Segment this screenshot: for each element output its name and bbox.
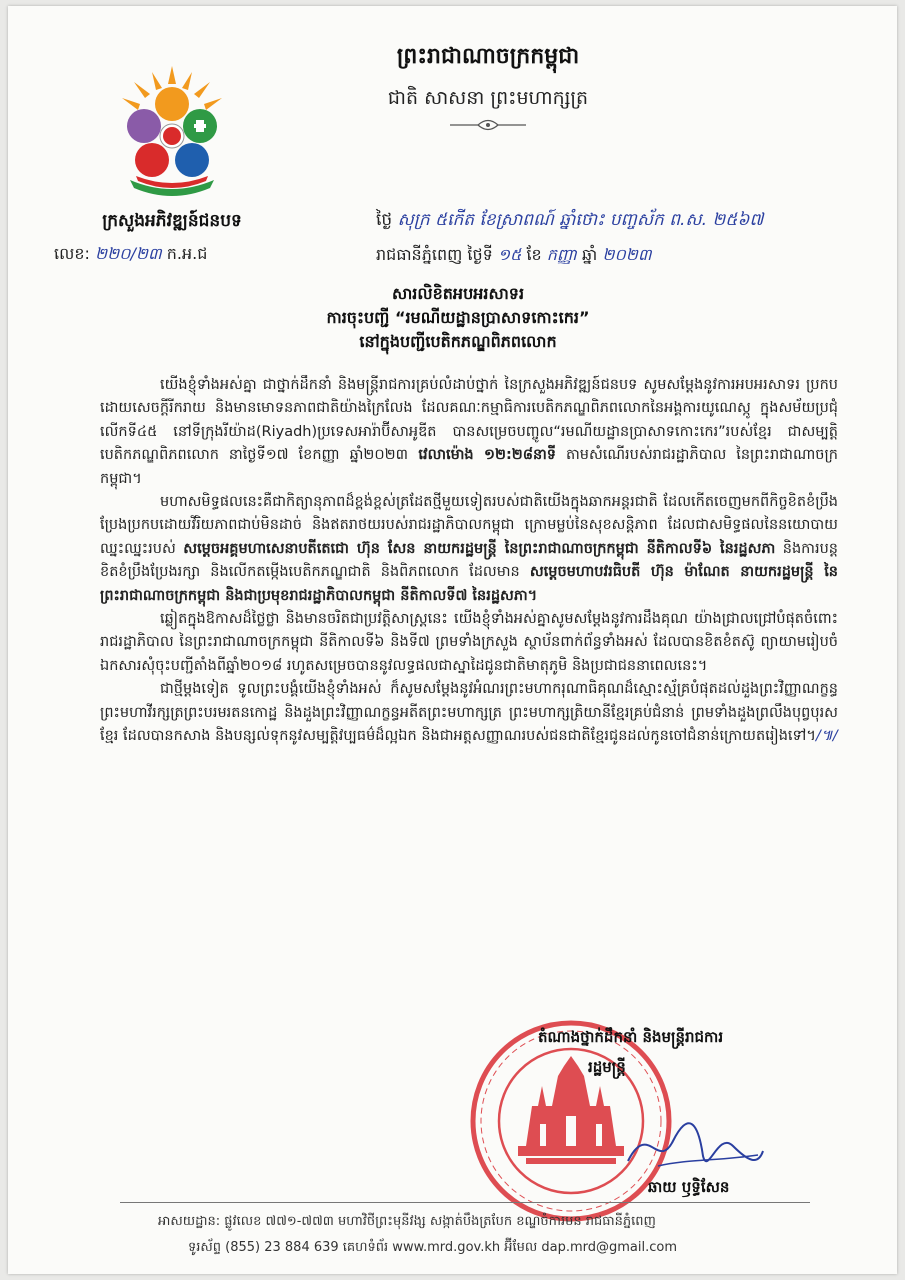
letter-subject: ការចុះបញ្ជី “រមណីយដ្ឋានប្រាសាទកោះកេរ” <box>326 308 590 327</box>
lunar-date-prefix: ថ្ងៃ <box>376 210 393 230</box>
paragraph-4-text: ជាថ្មីម្តងទៀត ទូលព្រះបង្គំយើងខ្ញុំទាំងអស់ ក៏សូមសម្តែងនូវអំណរព្រះមហាករុណាធិគុណដ៏ស្មោះស្ម័គ្របំផុតដល់ដួងព្រះវិញ្ញាណក្ខន្ធ ព្រះមហាវីរក្សត្រព្រះបរមរតនកោដ្ឋ និងដួងព្រះវិញ្ញាណក្ខន្ធអតីតព្រះមហាក្សត្រ ព្រះមហាក្សត្រិយានីខ្មែរគ្រប់ជំនាន់ ព្រមទាំងដួងព្រលឹងបុព្វបុរសខ្មែរ ដែលបានកសាង និងបន្សល់ទុកនូវសម្បត្តិវប្បធម៌ដ៏ល្អឯក និងជាអត្តសញ្ញាណរបស់ជនជាតិខ្មែរជូនដល់កូនចៅជំនាន់ក្រោយតរៀងទៅ។ <box>100 681 838 745</box>
footer-address: អាសយដ្ឋាន: ផ្លូវលេខ ៧៧១-៧៧៣ មហាវិថីព្រះមុនីវង្ស សង្កាត់បឹងត្របែក ខណ្ឌចំការមន រាជធានីភ្នំពេញ <box>158 1214 656 1229</box>
letter-body <box>100 374 838 749</box>
paragraph-1 <box>100 374 838 491</box>
letter-subject-context: នៅក្នុងបញ្ជីបេតិកភណ្ឌពិភពលោក <box>359 332 557 351</box>
paragraph-4 <box>100 678 838 748</box>
signer-name: ឆាយ ឫទ្ធិសែន <box>648 1178 730 1196</box>
paragraph-2-text: មហាសមិទ្ធផលនេះគឺជាកិត្យានុភាពដ៏ខ្ពង់ខ្ពស់ត្រដែតថ្មីមួយទៀតរបស់ជាតិយើងក្នុងឆាកអន្តរជាតិ ដែលកើតចេញមកពីកិច្ចខិតខំប្រឹងប្រែងប្រកបដោយវីរិយភាពជាប់មិនដាច់ និងឥតរាថយរបស់រាជរដ្ឋាភិបាលកម្ពុជា ក្រោមម្លប់នៃសុខសន្តិភាព ដែលជាសមិទ្ធផលនៃនយោបាយឈ្នះឈ្នះរបស់ <box>100 494 838 557</box>
date-day: ១៥ <box>497 245 522 264</box>
place-and-date <box>376 244 652 268</box>
paragraph-2 <box>100 491 838 608</box>
lunar-date <box>376 209 763 234</box>
paragraph-2-bold-1: សម្តេចអគ្គមហាសេនាបតីតេជោ ហ៊ុន សែន នាយករដ្ឋមន្ត្រី នៃព្រះរាជាណាចក្រកម្ពុជា នីតិកាលទី៦ នៃរដ្ឋសភា <box>183 540 776 557</box>
paragraph-1-text: យើងខ្ញុំទាំងអស់គ្នា ជាថ្នាក់ដឹកនាំ និងមន្ត្រីរាជការគ្រប់លំដាប់ថ្នាក់ នៃក្រសួងអភិវឌ្ឍន៍ជនបទ សូមសម្តែងនូវការអបអរសាទរ ប្រកបដោយសេចក្តីរីករាយ និងមានមោទនភាពជាតិយ៉ាងក្រៃលែង ដែលគណៈកម្មាធិការបេតិកភណ្ឌពិភពលោកនៃអង្គការយូណេស្កូ ក្នុងសម័យប្រជុំលើកទី៤៥ នៅទីក្រុងរីយ៉ាដ(Riyadh)ប្រទេសអារ៉ាប៊ីសាអូឌីត បានសម្រេចបញ្ចូល“រមណីយដ្ឋានប្រាសាទកោះកេរ”របស់ខ្មែរ ជាសម្បត្តិបេតិកភណ្ឌពិភពលោក នាថ្ងៃទី១៧ ខែកញ្ញា ឆ្នាំ២០២៣ <box>100 377 838 464</box>
letter-titles <box>158 282 758 354</box>
footer-contact: ទូរស័ព្ទ (855) 23 884 639 គេហទំព័រ www.mrd.gov.kh អ៊ីមែល dap.mrd@gmail.com <box>188 1240 678 1255</box>
handwritten-signature-icon <box>618 1111 768 1181</box>
closing-representation: តំណាងថ្នាក់ដឹកនាំ និងមន្ត្រីរាជការ <box>538 1028 724 1046</box>
kingdom-title: ព្រះរាជាណាចក្រកម្ពុជា <box>396 44 580 69</box>
month-label: ខែ <box>526 245 542 264</box>
reference-suffix: ក.អ.ជ <box>166 244 208 263</box>
paragraph-1-time: វេលាម៉ោង ១២:២៨នាទី <box>408 447 556 464</box>
paragraph-1-end: តាមសំណើរបស់រាជរដ្ឋាភិបាល នៃព្រះរាជាណាចក្រកម្ពុជា។ <box>100 447 838 487</box>
reference-number <box>54 243 207 267</box>
reference-label: លេខ: <box>54 244 90 263</box>
paragraph-3: ឆ្លៀតក្នុងឱកាសដ៏ថ្លៃថ្លា និងមានចរិតជាប្រវត្តិសាស្ត្រនេះ យើងខ្ញុំទាំងអស់គ្នាសូមសម្តែងនូវការដឹងគុណ យ៉ាងជ្រាលជ្រៅបំផុតចំពោះរាជរដ្ឋាភិបាល នៃព្រះរាជាណាចក្រកម្ពុជា នីតិកាលទី៦ និងទី៧ ព្រមទាំងក្រសួង ស្ថាប័នពាក់ព័ន្ធទាំងអស់ ដែលបានខិតខំតស៊ូ ព្យាយាមរៀបចំឯកសារសុំចុះបញ្ជីតាំងពីឆ្នាំ២០១៨ រហូតសម្រេចបាននូវលទ្ធផលជាស្នាដៃជូនជាតិមាតុភូមិ និងប្រជាជននាពេលនេះ។ <box>100 611 838 674</box>
letter-title: សារលិខិតអបអរសាទរ <box>391 284 525 303</box>
end-mark: /៕/ <box>815 728 838 745</box>
footer-divider <box>120 1202 810 1203</box>
paragraph-2-mid: និងការបន្តខិតខំប្រឹងប្រែងរក្សា និងលើកតម្កើងបេតិកភណ្ឌជាតិ និងពិភពលោក ដែលមាន <box>100 540 838 581</box>
lunar-date-handwritten: សុក្រ ៥កើត ខែស្រាពណ៍ ឆ្នាំថោះ បញ្ចស័ក ព.ស. ២៥៦៧ <box>397 210 764 230</box>
national-motto: ជាតិ សាសនា ព្រះមហាក្សត្រ <box>387 87 589 109</box>
reference-number-handwritten: ២២០/២៣ <box>94 244 162 263</box>
date-month: កញ្ញា <box>546 245 577 264</box>
signer-role: រដ្ឋមន្ត្រី <box>588 1058 626 1076</box>
letter-page <box>8 6 897 1274</box>
paragraph-2-bold-2: សម្តេចមហាបវរធិបតី ហ៊ុន ម៉ាណែត នាយករដ្ឋមន្ត្រី នៃព្រះរាជាណាចក្រកម្ពុជា និងជាប្រមុខរាជរដ្ឋាភិបាលកម្ពុជា នីតិកាលទី៧ នៃរដ្ឋសភា។ <box>100 564 838 604</box>
year-label: ឆ្នាំ <box>582 245 598 264</box>
place-date-prefix: រាជធានីភ្នំពេញ ថ្ងៃទី <box>376 245 493 264</box>
ornament-divider-icon <box>448 118 528 132</box>
ministry-name: ក្រសួងអភិវឌ្ឍន៍ជនបទ <box>102 211 242 231</box>
date-year: ២០២៣ <box>602 245 652 264</box>
ministry-logo-icon <box>112 64 232 200</box>
